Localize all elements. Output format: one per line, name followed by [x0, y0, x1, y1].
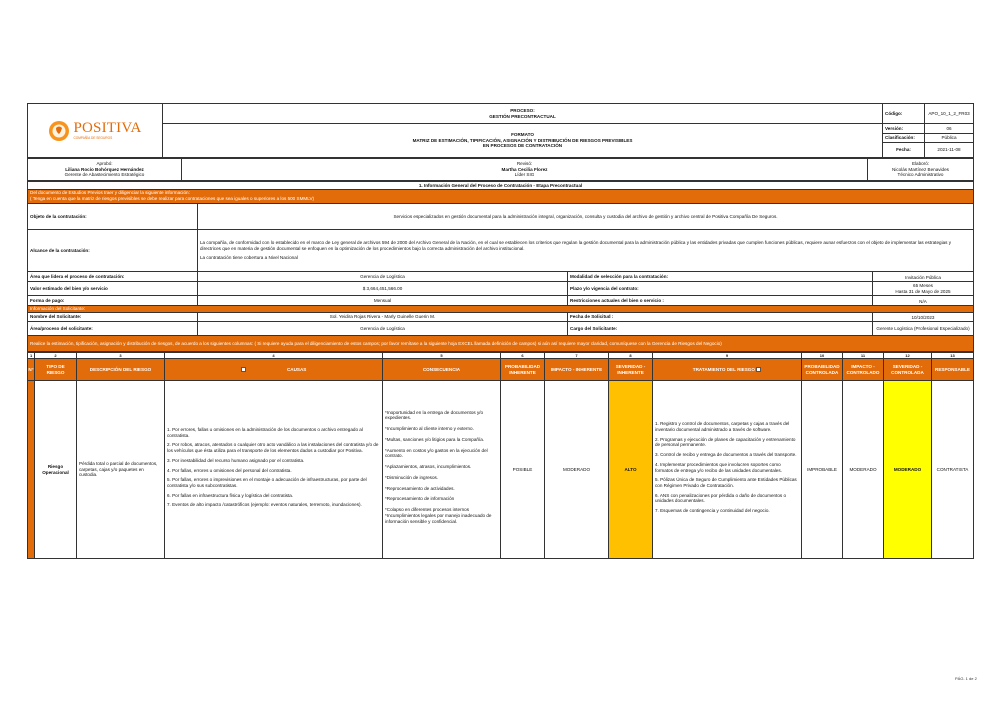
plazo-value1: 65 Meses — [913, 282, 933, 288]
row-causas — [165, 381, 383, 559]
col-number-6: 6 — [501, 353, 545, 359]
forma-label: Forma de pago: — [28, 296, 198, 306]
header-no: N° — [28, 359, 35, 381]
tratamiento-item: 3. Control de recibo y entrega de documentos a través del transporte. — [655, 452, 797, 458]
consecuencia-item: *Inoportunidad en la entrega de documentos y/o expedientes. — [385, 409, 484, 421]
restricciones-value: N/A — [873, 296, 974, 306]
section1-title: 1. Información General del Proceso de Contratación - Etapa Precontractual — [28, 182, 974, 190]
col-number-13: 13 — [932, 353, 974, 359]
consecuencia-item: *Aplazamientos, atrasos, incumplimientos. — [385, 464, 472, 470]
header-table — [27, 103, 974, 158]
cargo-value: Gerente Logística (Profesional Especializado) — [873, 322, 974, 336]
fecha-sol-label: Fecha de Solicitud : — [568, 313, 873, 322]
restricciones-label: Restricciones actuales del bien o servicio : — [568, 296, 873, 306]
tratamiento-item: 1. Registro y control de documentos, carpetas y cajas a través del inventario documental administrado a través de software. — [655, 421, 790, 432]
col-number-3: 3 — [77, 353, 165, 359]
header-sev-controlada: SEVERIDAD - CONTROLADA — [884, 359, 932, 381]
col-number-2: 2 — [35, 353, 77, 359]
format-title: MATRIZ DE ESTIMACIÓN, TIPIFICACIÓN, ASIGNACIÓN Y DISTRIBUCIÓN DE RIESGOS PREVISIBLES EN PROCESOS DE CONTRATACIÓN — [412, 137, 633, 149]
row-impacto: MODERADO — [545, 381, 609, 559]
col-number-10: 10 — [802, 353, 843, 359]
codigo-value: APO_10_1_2_FR03 — [925, 104, 974, 124]
aprobo-name: Liliana Rocío Bohórquez Hernández — [65, 166, 144, 172]
reviso-label: Revisó: — [516, 160, 533, 166]
header-tipo: TIPO DE RIESGO — [35, 359, 77, 381]
area-sol-value: Gerencia de Logística — [198, 322, 568, 336]
elaboro-name: Nicolás Martínez Benavides — [892, 166, 949, 172]
company-logo — [30, 120, 160, 142]
header-descripcion: DESCRIPCIÓN DEL RIESGO — [77, 359, 165, 381]
version-label: Versión: — [883, 124, 925, 134]
plazo-cell — [873, 282, 974, 296]
consecuencia-item: *Reprocesamiento de actividades. — [385, 485, 455, 491]
clasificacion-value: Pública — [925, 134, 974, 143]
section1-banner — [28, 190, 974, 204]
col-number-1: 1 — [28, 353, 35, 359]
banner-line2: ( Tenga en cuenta que la matriz de riesgos previsibles se debe realizar para contrataciones que sea iguales o superiores a los 500 SMMLV) — [30, 195, 315, 201]
objeto-value: Servicios especializados en gestión documental para la administración integral, organización, consulta y custodia del archivo de gestión y archivo central de Positiva Compañía De Seguros. — [198, 204, 974, 230]
fecha-sol-value: 10/10/2023 — [873, 313, 974, 322]
matrix-instruction: Realice la estimación, tipificación, asignación y distribución de riesgos, de acuerdo a los siguientes columnas: ( Si requiere ayuda para el diligenciamiento de estos campos; por favor remítase a la siguiente hoja EXCEL llamada definición de campos) si aún así requiere mayor claridad, comuníquese con la Gerencia de Riesgos del Negocio) — [28, 336, 974, 352]
col-number-7: 7 — [545, 353, 609, 359]
row-sev-controlada: MODERADO — [884, 381, 932, 559]
table-row — [28, 381, 974, 559]
area-sol-label: Área/proceso del solicitante: — [28, 322, 198, 336]
col-number-12: 12 — [884, 353, 932, 359]
page-number: PÁG. 1 de 2 — [955, 676, 977, 681]
valor-value: $ 3,664,451,566.00 — [198, 282, 568, 296]
signatures-table — [27, 158, 974, 181]
header-consecuencia: CONSECUENCIA — [383, 359, 501, 381]
risk-matrix-table — [27, 352, 974, 559]
col-number-5: 5 — [383, 353, 501, 359]
aprobo-role: Gerente de Abastecimiento Estratégico — [64, 172, 145, 178]
causa-item: 5. Por fallas, errores o imprevisiones en el montaje o adecuación de infraestructuras, por parte del contratista y/o sus subcontratistas. — [167, 477, 367, 488]
codigo-label: Código: — [883, 104, 925, 124]
modalidad-label: Modalidad de selección para la contratación: — [568, 272, 873, 282]
fecha-value: 2021-11-08 — [925, 143, 974, 158]
process-value: GESTIÓN PRECONTRACTUAL — [489, 113, 556, 119]
row-severidad: ALTO — [609, 381, 653, 559]
col-number-11: 11 — [843, 353, 884, 359]
consecuencia-item: *Multas, sanciones y/o litigios para la Compañía. — [385, 436, 485, 442]
row-tratamiento — [653, 381, 802, 559]
elaboro-cell — [868, 159, 974, 181]
banner-line1: Del documento de Estudios Previos traer y diligenciar la siguiente información: — [30, 190, 190, 195]
reviso-role: Líder SIG — [514, 172, 535, 178]
header-tratamiento-cell — [653, 359, 802, 381]
row-tipo: Riesgo Operacional — [35, 381, 77, 559]
cargo-label: Cargo del Solicitante: — [568, 322, 873, 336]
col-number-8: 8 — [609, 353, 653, 359]
version-value: 06 — [925, 124, 974, 134]
filter-checkbox-icon[interactable] — [756, 367, 761, 372]
modalidad-value: Invitación Pública — [873, 272, 974, 282]
causa-item: 1. Por errores, fallas u omisiones en la administración de los documentos o archivo entregado al contratista. — [167, 426, 363, 438]
causa-item: 6. Por fallas en infraestructura física y logística del contratista. — [167, 492, 294, 498]
plazo-label: Plazo y/o vigencia del contrato: — [568, 282, 873, 296]
filter-checkbox-icon[interactable] — [241, 367, 246, 372]
plazo-value2: Hasta 31 de Mayo de 2025 — [895, 288, 951, 294]
row-imp-controlado: MODERADO — [843, 381, 884, 559]
consecuencia-item: *Colapso en diferentes procesos internos *Incumplimientos legales por manejo inadecuado de información sensible y confidencial. — [385, 507, 492, 524]
elaboro-label: Elaboró: — [911, 160, 930, 166]
header-prob-controlada: PROBABILIDAD CONTROLADA — [802, 359, 843, 381]
row-descripcion: Pérdida total o parcial de documentos, carpetas, cajas y/o paquetes en custodia. — [77, 381, 165, 559]
logo-subtitle: COMPAÑÍA DE SEGUROS — [73, 136, 113, 140]
header-tratamiento: TRATAMIENTO DEL RIESGO — [692, 366, 755, 372]
area-value: Gerencia de Logística — [198, 272, 568, 282]
header-causas-cell — [165, 359, 383, 381]
nombre-value: Sol. Yeidira Rojas Rivera - Marly Guinelle Guerin M. — [198, 313, 568, 322]
solicitante-banner: Información del Solicitante: — [28, 306, 974, 313]
row-responsable: CONTRATISTA — [932, 381, 974, 559]
header-causas: CAUSAS — [286, 366, 307, 372]
logo-cell — [28, 104, 163, 158]
alcance-cell — [198, 230, 974, 272]
objeto-label: Objeto de la contratación: — [28, 204, 198, 230]
nombre-label: Nombre del Solicitante: — [28, 313, 198, 322]
forma-value: Mensual — [198, 296, 568, 306]
section1-table — [27, 181, 974, 352]
clasificacion-label: Clasificación: — [883, 134, 925, 143]
causa-item: 4. Por fallas, errores u omisiones del personal del contratista. — [167, 467, 292, 473]
process-cell — [163, 104, 883, 124]
causa-item: 7. Eventos de alto impacto /catastróficos (ejemplo: eventos naturales, terremoto, inundaciones). — [167, 502, 362, 508]
col-number-4: 4 — [165, 353, 383, 359]
area-label: Área que lidera el proceso de contratación: — [28, 272, 198, 282]
fecha-label: Fecha: — [883, 143, 925, 158]
causa-item: 3. Por inestabilidad del recurso humano asignado por el contratista. — [167, 457, 305, 463]
header-imp-controlado: IMPACTO - CONTROLADO — [843, 359, 884, 381]
consecuencia-item: *Aumento en costos y/o gastos en la ejecución del contrato. — [385, 447, 488, 459]
aprobo-cell — [28, 159, 182, 181]
logo-name: POSITIVA — [73, 120, 142, 136]
process-label: PROCESO: — [510, 107, 535, 113]
tratamiento-item: 6. ANS con penalizaciones por pérdida o daño de documentos o unidades documentales. — [655, 492, 787, 504]
alcance-value: La compañía, de conformidad con lo establecido en el marco de Ley general de archivos 594 de 2000 del Archivo General de la Nación, en el cual se establecen los criterios que regulan la gestión documental para la administración pública y las entidades privadas que cumplen funciones públicas, requiere aunar esfuerzos con el objeto de implementar las estrategias y directrices que en materia de gestión documental se enfoquen en la optimización de los procedimientos bajo la correcta administración del archivo institucional. — [200, 239, 952, 251]
reviso-cell — [182, 159, 868, 181]
consecuencia-item: *Disminución de ingresos. — [385, 474, 439, 480]
row-prob-controlada: IMPROBABLE — [802, 381, 843, 559]
consecuencia-item: *Reprocesamiento de información — [385, 496, 455, 502]
tratamiento-item: 4. Implementar procedimientos que involucren soportes como formatos de entrega y/o recibo de las unidades documentales. — [655, 461, 782, 473]
tratamiento-item: 2. Programas y ejecución de planes de capacitación y entrenamiento de personal permanente. — [655, 436, 796, 448]
format-cell — [163, 124, 883, 158]
alcance-value2: La contratación tiene cobertura a Nivel Nacional — [200, 255, 298, 261]
format-label: FORMATO — [511, 131, 534, 137]
row-consecuencias — [383, 381, 501, 559]
alcance-label: Alcance de la contratación: — [28, 230, 198, 272]
valor-label: Valor estimado del bien y/o servicio — [28, 282, 198, 296]
reviso-name: Martha Cecilia Florez — [501, 166, 548, 172]
elaboro-role: Técnico Administrativo — [897, 172, 944, 178]
header-impacto: IMPACTO - INHERENTE — [545, 359, 609, 381]
header-severidad: SEVERIDAD - INHERENTE — [609, 359, 653, 381]
row-probabilidad: POSIBLE — [501, 381, 545, 559]
sun-logo-icon — [48, 120, 70, 142]
causa-item: 2. Por robos, atracos, atentados o cualquier otro acto vandálico a las instalaciones del contratista y/o de los vehículos que ésta utiliza para el transporte de los elementos dados a custodiar por Positiva. — [167, 442, 379, 454]
row-no-cell — [28, 381, 35, 559]
consecuencia-item: *Incumplimiento al cliente interno y externo. — [385, 426, 474, 432]
header-probabilidad: PROBABILIDAD INHERENTE — [501, 359, 545, 381]
tratamiento-item: 5. Pólizas Única de Seguro de Cumplimiento ante Entidades Públicas con Régimen Privado de Contratación. — [655, 477, 797, 488]
document-sheet — [27, 103, 973, 559]
aprobo-label: Aprobó: — [96, 160, 113, 166]
header-responsable: RESPONSABLE — [932, 359, 974, 381]
col-number-9: 9 — [653, 353, 802, 359]
tratamiento-item: 7. Esquemas de contingencia y continuidad del negocio. — [655, 508, 770, 514]
